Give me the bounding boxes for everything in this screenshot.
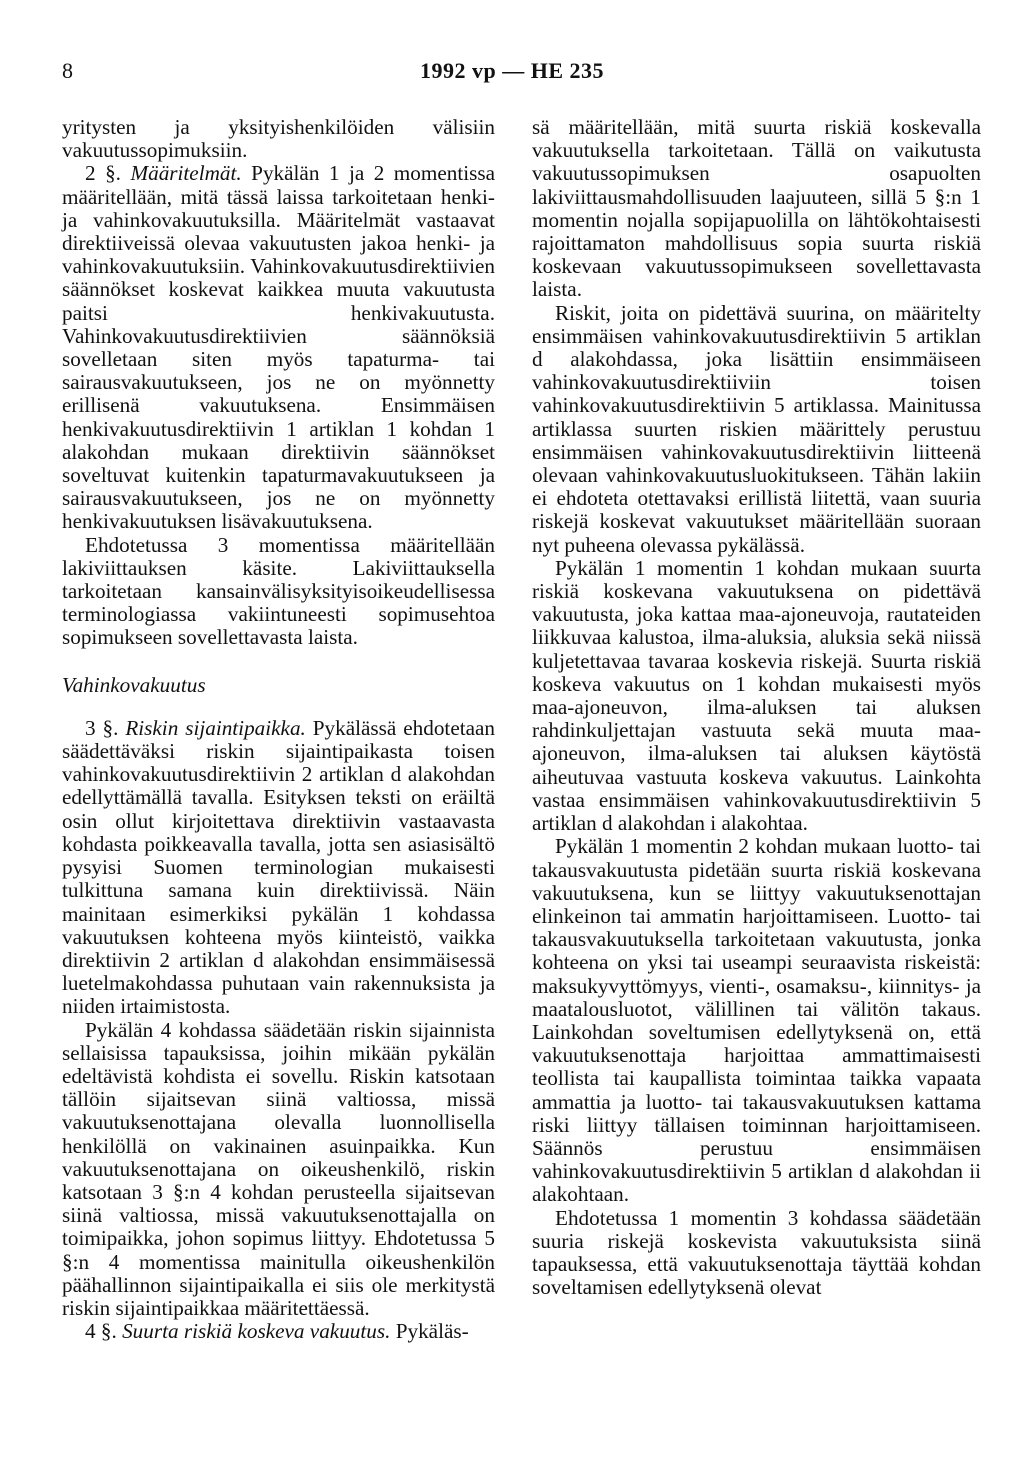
- section-title: Riskin sijaintipaikka.: [125, 715, 306, 740]
- paragraph: yritysten ja yksityishenkilöiden välisiin vakuutussopimuksiin.: [62, 115, 495, 163]
- section-title: Suurta riskiä koskeva vakuutus.: [122, 1319, 391, 1344]
- paragraph-text: Pykälässä ehdotetaan säädettäväksi riskin sijaintipaikasta toisen vahinkovakuutusdirektiivin 2 artiklan d alakohdan edellyttämällä tavalla. Esityksen teksti on eräiltä osin ollut kirjoitettava direktiivin vastaavasta kohdasta poikkeavalla tavalla, jotta sen asiasisältö pysyisi Suomen terminologian mukaisesti tulkittuna samana kuin direktiivissä. Näin mainitaan esimerkiksi pykälän 1 kohdassa vakuutuksen kohteena myös kiinteistö, vaikka direktiivin 2 artiklan d alakohdan ensimmäisessä luetelmakohdassa puhutaan vain rakennuksista ja niiden irtaimistosta.: [62, 715, 496, 1019]
- paragraph: Riskit, joita on pidettävä suurina, on määritelty ensimmäisen vahinkovakuutusdirektiivin 5 artiklan d alakohdassa, joka lisättiin ensimmäiseen vahinkovakuutusdirektiiviin toisen vahinkovakuutusdirektiivin 5 artiklassa. Mainitussa artiklassa suurten riskien määrittely perustuu ensimmäisen vahinkovakuutusdirektiivin liitteenä olevaan vahinkovakuutusluokitukseen. Tähän lakiin ei ehdoteta otettavaksi erillistä liitettä, vaan suuria riskejä koskevat vakuutukset määritellään suoraan nyt puheena olevassa pykälässä.: [532, 300, 981, 557]
- section-number: 3 §.: [85, 715, 119, 740]
- page-header: [0, 58, 1024, 88]
- running-head: 1992 vp — HE 235: [419, 58, 605, 83]
- paragraph: [62, 1320, 495, 1343]
- section-number: 4 §.: [85, 1319, 117, 1344]
- section-title: Määritelmät.: [130, 161, 242, 186]
- paragraph: Ehdotetussa 1 momentin 3 kohdassa säädetään suuria riskejä koskevista vakuutuksista siinä tapauksessa, että vakuutuksenottaja täyttää kohdan soveltamisen edellytyksenä olevat: [532, 1205, 981, 1300]
- page-number: 8: [62, 58, 73, 83]
- paragraph: Pykälän 1 momentin 2 kohdan mukaan luotto- tai takausvakuutusta pidetään suurta riskiä koskevana vakuutuksena, kun se liittyy vakuutuksenottajan elinkeinon tai ammatin harjoittamiseen. Luotto- tai takausvakuutuksella tarkoitetaan vakuutusta, jonka kohteena on yksi tai useampi seuraavista riskeistä: maksukyvyttömyys, vienti-, osamaksu-, kiinnitys- ja maatalousluotot, välillinen tai välitön takaus. Lainkohdan soveltumisen edellytyksenä on, että vakuutuksenottaja harjoittaa ammattimaisesti teollista tai kaupallista toimintaa taikka vapaata ammattia ja luotto- tai takausvakuutuksen kattama riski liittyy tällaisen toiminnan harjoittamiseen. Säännös perustuu ensimmäisen vahinkovakuutusdirektiivin 5 artiklan d alakohdan ii alakohtaan.: [532, 834, 981, 1207]
- right-column: [532, 116, 981, 1299]
- paragraph: [62, 717, 495, 1019]
- paragraph: Ehdotetussa 3 momentissa määritellään lakiviittauksen käsite. Lakiviittauksella tarkoitetaan kansainvälisyksityisoikeudellisessa terminologiassa vakiintuneesti sopimusehtoa sopimukseen sovellettavasta laista.: [62, 532, 495, 650]
- left-column: [62, 116, 495, 1343]
- paragraph: [62, 162, 495, 533]
- section-number: 2 §.: [85, 161, 121, 186]
- paragraph: Pykälän 4 kohdassa säädetään riskin sijainnista sellaisissa tapauksissa, joihin mikään pykälän edeltävistä kohdista ei sovellu. Riskin katsotaan tällöin sijaitsevan siinä valtiossa, missä vakuutuksenottajana olevalla luonnollisella henkilöllä on vakinainen asuinpaikka. Kun vakuutuksenottajana on oikeushenkilö, riskin katsotaan 3 §:n 4 kohdan perusteella sijaitsevan siinä valtiossa, missä vakuutuksenottajalla on toimipaikka, johon sopimus liittyy. Ehdotetussa 5 §:n 4 momentissa mainitulla oikeushenkilön päähallinnon sijaintipaikalla ei siis ole merkitystä riskin sijaintipaikkaa määritettäessä.: [62, 1017, 495, 1320]
- paragraph-text: Pykäläs-: [395, 1319, 469, 1344]
- paragraph: Pykälän 1 momentin 1 kohdan mukaan suurta riskiä koskevana vakuutuksena on pidettävä vakuutusta, joka kattaa maa-ajoneuvoja, rautateiden liikkuvaa kalustoa, ilma-aluksia, aluksia sekä niissä kuljetettavaa tavaraa koskevia riskejä. Suurta riskiä koskeva vakuutus on 1 kohdan mukaisesti myös maa-ajoneuvon, ilma-aluksen tai aluksen rahdinkuljettajan vastuuta sekä muuta maa-ajoneuvon, ilma-aluksen tai aluksen käytöstä aiheutuvaa vastuuta koskeva vakuutus. Lainkohta vastaa ensimmäisen vahinkovakuutusdirektiivin 5 artiklan d alakohdan i alakohtaa.: [532, 555, 981, 836]
- paragraph: sä määritellään, mitä suurta riskiä koskevalla vakuutuksella tarkoitetaan. Tällä on vaikutusta vakuutussopimuksen osapuolten lakiviittausmahdollisuuden laajuuteen, sillä 5 §:n 1 momentin nojalla sopijapuolilla on lähtökohtaisesti rajoittamaton mahdollisuus sopia suurta riskiä koskevaan vakuutussopimukseen sovellettavasta laista.: [532, 115, 981, 302]
- paragraph-text: Pykälän 1 ja 2 momentissa määritellään, mitä tässä laissa tarkoitetaan henki- ja vahinkovakuutuksilla. Määritelmät vastaavat direktiiveissä olevaa vakuutusten jakoa henki- ja vahinkovakuutuksiin. Vahinkovakuutusdirektiivien säännökset koskevat kaikkea muuta vakuutusta paitsi henkivakuutusta. Vahinkovakuutusdirektiivien säännöksiä sovelletaan siten myös tapaturma- tai sairausvakuutukseen, jos ne on myönnetty erillisenä vakuutuksena. Ensimmäisen henkivakuutusdirektiivin 1 artiklan 1 kohdan 1 alakohdan mukaan direktiivin säännökset soveltuvat kuitenkin tapaturmavakuutukseen ja sairausvakuutukseen, jos ne on myönnetty henkivakuutuksen lisävakuutuksena.: [62, 161, 496, 534]
- section-heading: Vahinkovakuutus: [62, 672, 206, 697]
